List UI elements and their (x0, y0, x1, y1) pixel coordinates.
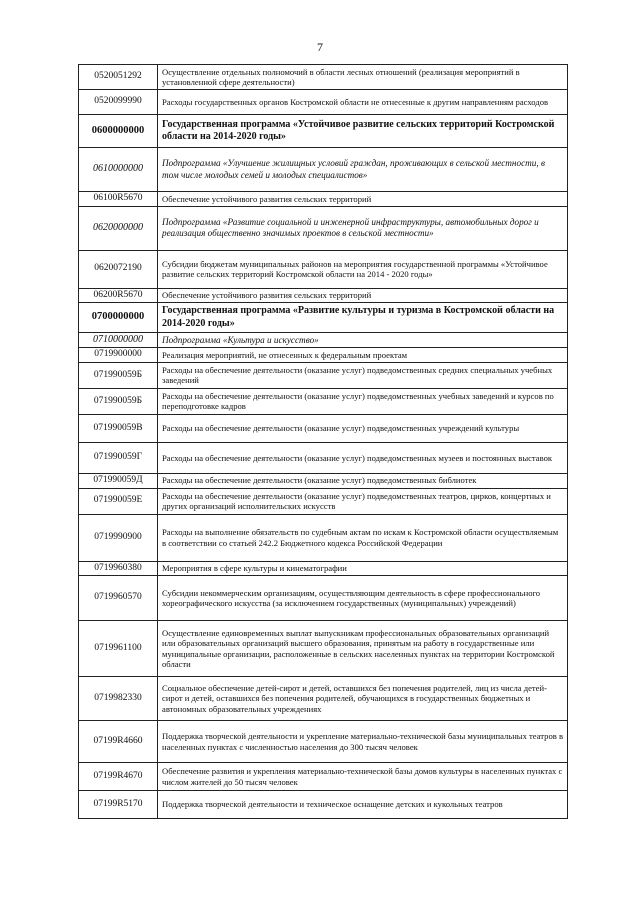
table-row (79, 333, 568, 348)
description-cell: Обеспечение устойчивого развития сельских территорий (158, 288, 568, 303)
table-row (79, 362, 568, 388)
description-cell: Расходы на обеспечение деятельности (оказание услуг) подведомственных средних специальных учебных заведений (158, 362, 568, 388)
description-cell: Расходы на обеспечение деятельности (оказание услуг) подведомственных музеев и постоянных выставок (158, 442, 568, 473)
table-row (79, 488, 568, 514)
table-row (79, 388, 568, 414)
budget-code-cell: 071990059Г (79, 442, 158, 473)
description-cell: Расходы на обеспечение деятельности (оказание услуг) подведомственных учреждений культуры (158, 414, 568, 442)
budget-code-cell: 071990059В (79, 414, 158, 442)
table-row (79, 791, 568, 819)
description-cell: Расходы на выполнение обязательств по судебным актам по искам к Костромской области осуществляемым в соответствии со статьей 242.2 Бюджетного кодекса Российской Федерации (158, 514, 568, 561)
table-row (79, 561, 568, 576)
budget-code-cell: 0719990900 (79, 514, 158, 561)
table-row (79, 473, 568, 488)
budget-code-cell: 0719960570 (79, 576, 158, 621)
description-cell: Социальное обеспечение детей-сирот и детей, оставшихся без попечения родителей, лиц из числа детей-сирот и детей, оставшихся без попечения родителей, обучающихся в государственных бюджетных и автономных образовательных учреждениях (158, 677, 568, 721)
budget-code-cell: 06200R5670 (79, 288, 158, 303)
budget-code-cell: 071990059Б (79, 388, 158, 414)
table-row (79, 621, 568, 677)
table-row (79, 90, 568, 115)
budget-code-cell: 07199R4660 (79, 721, 158, 763)
budget-code-cell: 0719961100 (79, 621, 158, 677)
table-row (79, 514, 568, 561)
description-cell: Реализация мероприятий, не отнесенных к федеральным проектам (158, 348, 568, 363)
budget-code-cell: 0620000000 (79, 206, 158, 250)
description-cell: Подпрограмма «Улучшение жилищных условий граждан, проживающих в сельской местности, в том числе молодых семей и молодых специалистов» (158, 148, 568, 192)
table-row (79, 414, 568, 442)
table-row (79, 148, 568, 192)
description-cell: Субсидии некоммерческим организациям, осуществляющим деятельность в сфере профессионального хореографического искусства (за исключением государственных (муниципальных) учреждений) (158, 576, 568, 621)
budget-code-cell: 0520051292 (79, 65, 158, 90)
description-cell: Субсидии бюджетам муниципальных районов на мероприятия государственной программы «Устойчивое развитие сельских территорий Костромской области на 2014 - 2020 годы» (158, 250, 568, 288)
table-row (79, 65, 568, 90)
table-row (79, 677, 568, 721)
budget-code-cell: 06100R5670 (79, 192, 158, 207)
description-cell: Расходы государственных органов Костромской области не отнесенные к другим направлениям расходов (158, 90, 568, 115)
budget-code-cell: 0719982330 (79, 677, 158, 721)
page-number: 7 (317, 40, 323, 54)
table-row (79, 442, 568, 473)
budget-code-cell: 0520099990 (79, 90, 158, 115)
table-row (79, 115, 568, 148)
description-cell: Поддержка творческой деятельности и техническое оснащение детских и кукольных театров (158, 791, 568, 819)
budget-codes-table (78, 64, 568, 819)
budget-code-cell: 07199R4670 (79, 763, 158, 791)
budget-code-cell: 071990059Д (79, 473, 158, 488)
description-cell: Обеспечение устойчивого развития сельских территорий (158, 192, 568, 207)
description-cell: Поддержка творческой деятельности и укрепление материально-технической базы муниципальных театров в населенных пунктах с численностью населения до 300 тысяч человек (158, 721, 568, 763)
budget-code-cell: 0719960380 (79, 561, 158, 576)
description-cell: Расходы на обеспечение деятельности (оказание услуг) подведомственных библиотек (158, 473, 568, 488)
table-row (79, 763, 568, 791)
description-cell: Осуществление единовременных выплат выпускникам профессиональных образовательных организаций или образовательных организаций высшего образования, принятым на работу в государственные или муниципальные организации, расположенные в сельских населенных пунктах на территории Костромской области (158, 621, 568, 677)
description-cell: Подпрограмма «Развитие социальной и инженерной инфраструктуры, автомобильных дорог и реализация общественно значимых проектов в сельской местности» (158, 206, 568, 250)
table-row (79, 576, 568, 621)
description-cell: Обеспечение развития и укрепления материально-технической базы домов культуры в населенных пунктах с числом жителей до 50 тысяч человек (158, 763, 568, 791)
description-cell: Государственная программа «Развитие культуры и туризма в Костромской области на 2014-2020 годы» (158, 303, 568, 333)
table-row (79, 303, 568, 333)
description-cell: Осуществление отдельных полномочий в области лесных отношений (реализация мероприятий в установленной сфере деятельности) (158, 65, 568, 90)
budget-code-cell: 0710000000 (79, 333, 158, 348)
budget-code-cell: 0700000000 (79, 303, 158, 333)
table-row (79, 206, 568, 250)
table-row (79, 348, 568, 363)
table-row (79, 250, 568, 288)
table-row (79, 721, 568, 763)
budget-code-cell: 0620072190 (79, 250, 158, 288)
description-cell: Расходы на обеспечение деятельности (оказание услуг) подведомственных театров, цирков, концертных и других организаций исполнительских искусств (158, 488, 568, 514)
budget-code-cell: 0610000000 (79, 148, 158, 192)
table-row (79, 288, 568, 303)
description-cell: Подпрограмма «Культура и искусство» (158, 333, 568, 348)
budget-code-cell: 0600000000 (79, 115, 158, 148)
description-cell: Государственная программа «Устойчивое развитие сельских территорий Костромской области на 2014-2020 годы» (158, 115, 568, 148)
budget-code-cell: 071990059Е (79, 488, 158, 514)
budget-code-cell: 07199R5170 (79, 791, 158, 819)
description-cell: Расходы на обеспечение деятельности (оказание услуг) подведомственных учебных заведений и курсов по переподготовке кадров (158, 388, 568, 414)
table-row (79, 192, 568, 207)
budget-code-cell: 071990059Б (79, 362, 158, 388)
budget-code-cell: 0719900000 (79, 348, 158, 363)
description-cell: Мероприятия в сфере культуры и кинематографии (158, 561, 568, 576)
